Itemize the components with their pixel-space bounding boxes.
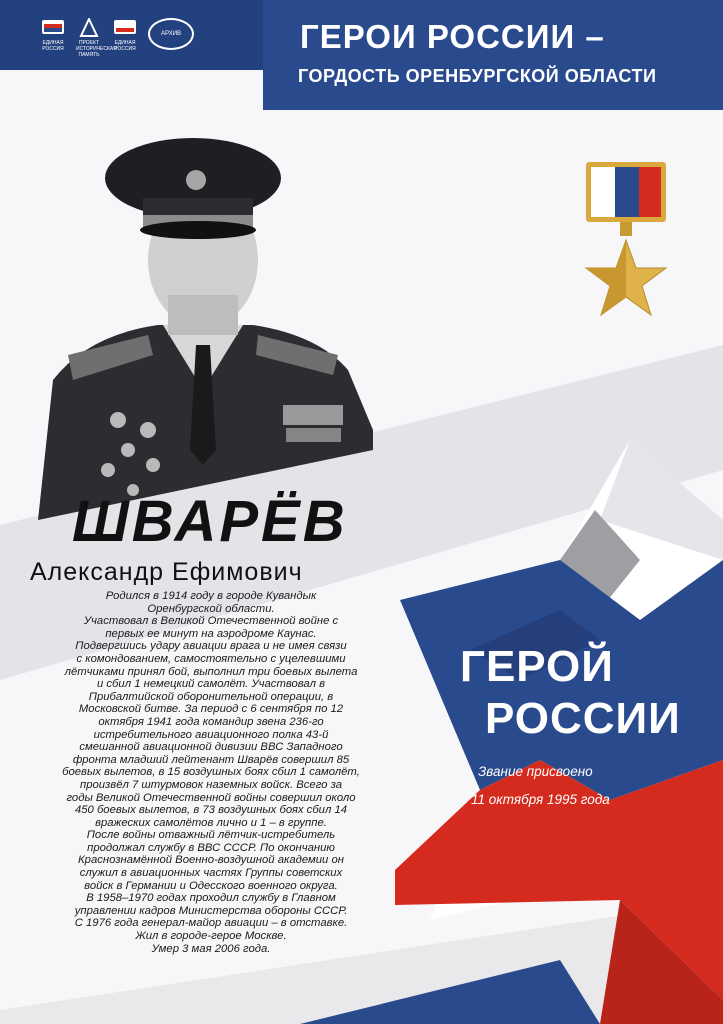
- bio-line: Оренбургской области.: [147, 602, 275, 615]
- bio-line: и сбил 1 немецкий самолёт. Участвовал в: [96, 678, 325, 691]
- hero-star-medal-icon: [578, 160, 673, 340]
- bio-line: вражеских самолётов лично и 1 – в группе.: [95, 816, 327, 829]
- archive-logo: [148, 18, 194, 50]
- bio-line: 450 боевых вылетов, в 73 воздушных боях сбил 14: [74, 804, 348, 817]
- biography: [25, 590, 397, 955]
- bio-line: фронта младший лейтенант Шварёв совершил 85: [72, 753, 350, 766]
- logo-caption: ПРОЕКТ ИСТОРИЧЕСКАЯ ПАМЯТЬ: [76, 40, 117, 58]
- bio-line: Родился в 1914 году в городе Кувандык: [105, 590, 317, 602]
- bio-line: с комондованием, самостоятельно с уцелевшими: [76, 652, 346, 665]
- logo-caption: ЕДИНАЯ РОССИЯ: [42, 40, 64, 52]
- person-surname: ШВАРЁВ: [72, 489, 348, 554]
- historical-memory-logo: [76, 18, 117, 58]
- bio-line: служил в авиационных частях Группы советских: [79, 867, 343, 880]
- bio-line: После войны отважный лётчик-истребитель: [86, 829, 336, 842]
- bio-line: октября 1941 года командир звена 236-го: [98, 715, 324, 728]
- bio-line: смешанной авиационной дивизии ВВС Западного: [79, 741, 343, 754]
- united-russia-logo: [40, 18, 66, 50]
- logo-row: [40, 18, 194, 58]
- bio-line: истребительного авиационного полка 43-й: [93, 728, 329, 741]
- bio-line: произвёл 7 штурмовок наземных войск. Всего за: [79, 778, 342, 791]
- award-caption: Звание присвоено: [478, 764, 593, 779]
- bio-line: первых ее минут на аэродроме Каунас.: [105, 627, 317, 640]
- bio-line: Жил в городе-герое Москве.: [135, 930, 287, 943]
- bio-line: управлении кадров Министерства обороны СССР.: [74, 904, 348, 917]
- bio-line: Умер 3 мая 2006 года.: [151, 942, 271, 955]
- page-subtitle: ГОРДОСТЬ ОРЕНБУРГСКОЙ ОБЛАСТИ: [298, 66, 657, 86]
- bio-line: боевых вылетов, в 15 воздушных боях сбил 1 самолёт,: [62, 766, 360, 779]
- bio-line: продолжал службу в ВВС СССР. По окончанию: [87, 841, 335, 854]
- bio-line: Прибалтийской оборонительной операции, в: [88, 690, 334, 703]
- hero-title-line1: ГЕРОЙ: [460, 642, 614, 691]
- bio-line: годы Великой Отечественной войны совершил около: [66, 791, 356, 804]
- bio-line: Подвергшись удару авиации врага и не имея связи: [75, 640, 347, 653]
- logo-caption: АРХИВ: [160, 31, 182, 37]
- bio-line: Московской битве. За период с 6 сентября по 12: [78, 703, 344, 716]
- bio-line: С 1976 года генерал-майор авиации – в отставке.: [74, 917, 348, 930]
- page-title: ГЕРОИ РОССИИ –: [300, 18, 605, 55]
- bio-line: В 1958–1970 годах проходил службу в Главном: [86, 892, 336, 905]
- hero-title-line2: РОССИИ: [485, 694, 681, 743]
- bio-line: лётчиками принял бой, выполнил три боевых вылета: [64, 665, 358, 678]
- logo-caption: ЕДИНАЯ РОССИЯ: [114, 40, 136, 52]
- party-logo: [112, 18, 138, 50]
- bio-line: войск в Германии и Одесского военного округа.: [84, 879, 338, 892]
- bio-line: Краснознамённой Военно-воздушной академии он: [78, 854, 344, 867]
- bio-line: Участвовал в Великой Отечественной войне с: [83, 615, 339, 628]
- award-date: 11 октября 1995 года: [471, 792, 610, 807]
- logo-bar: [0, 0, 263, 70]
- person-name: Александр Ефимович: [30, 558, 303, 586]
- portrait-photo: [28, 120, 378, 525]
